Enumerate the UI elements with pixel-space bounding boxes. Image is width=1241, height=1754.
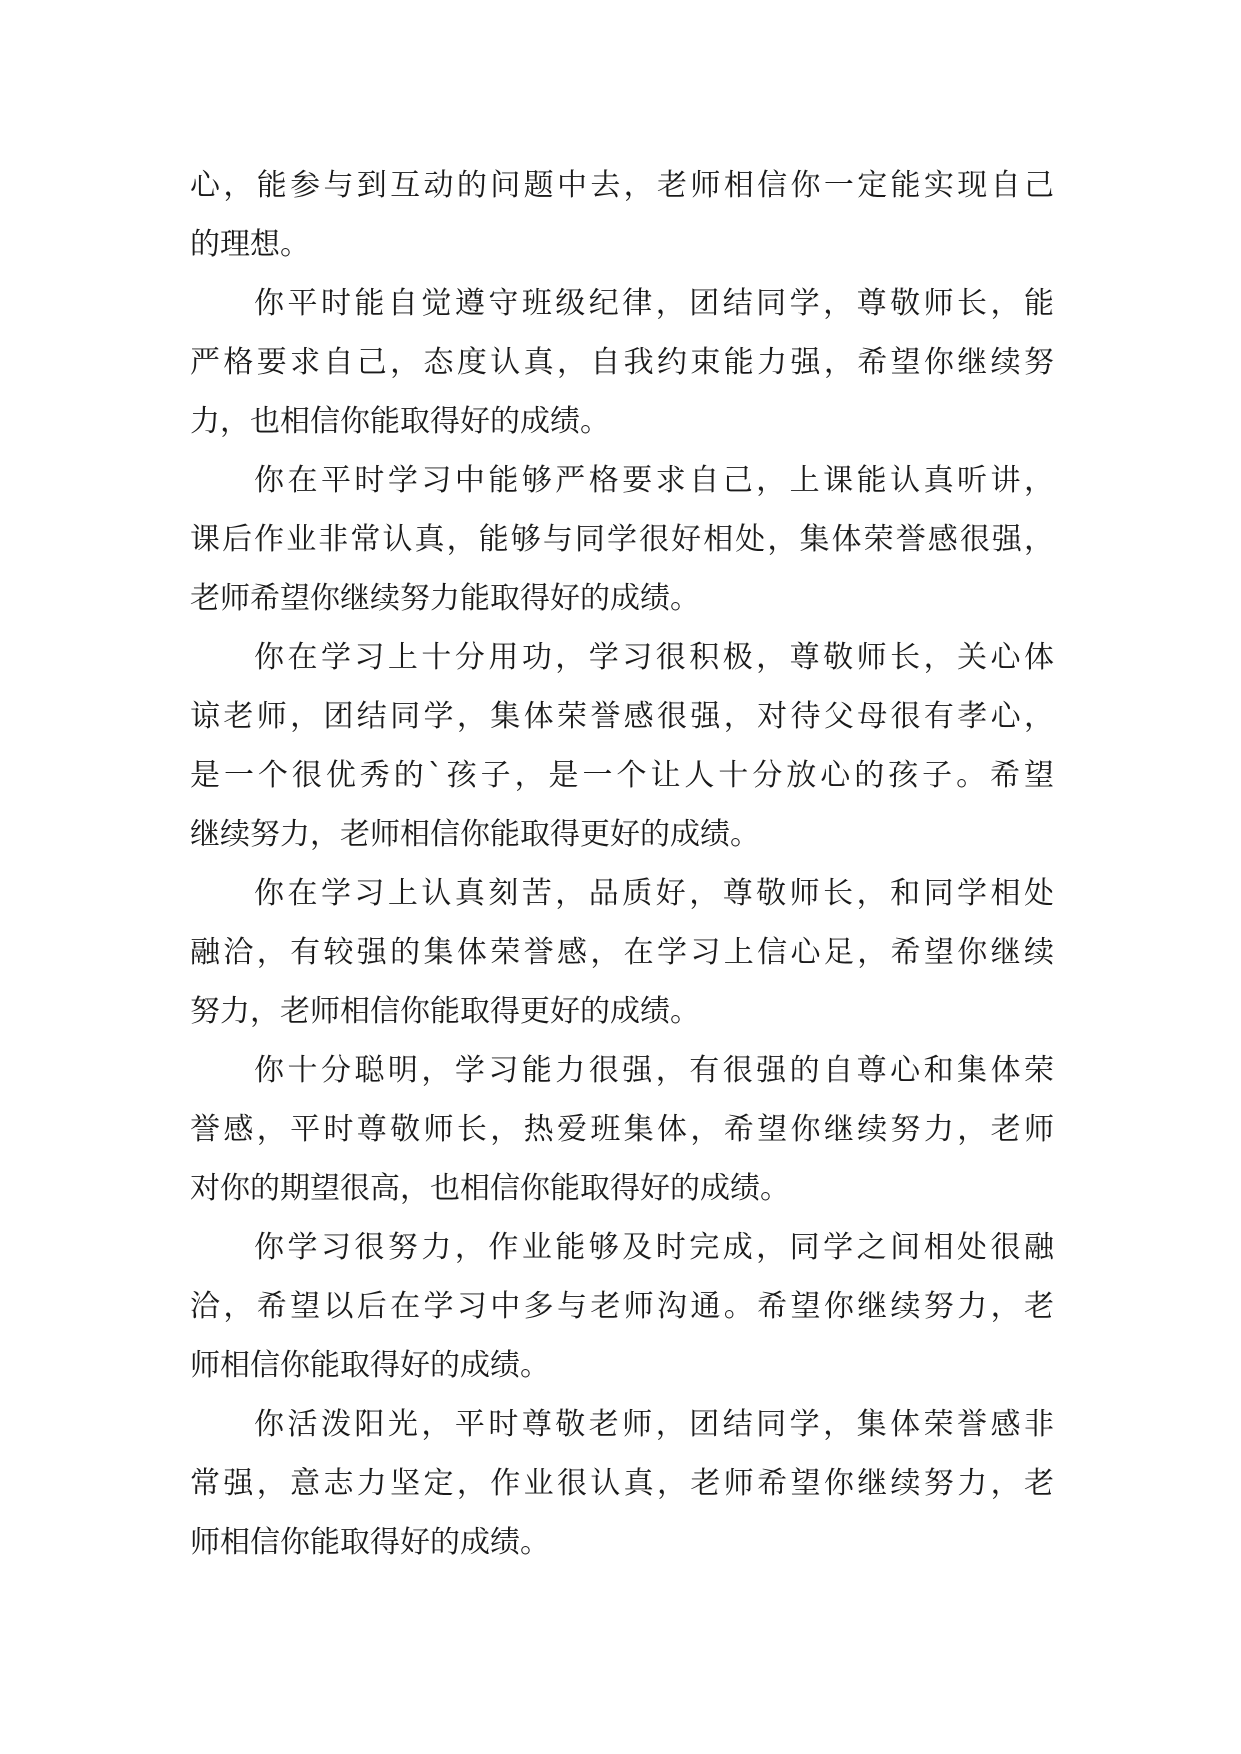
text-line: 是一个很优秀的`孩子，是一个让人十分放心的孩子。希望 <box>190 758 1054 793</box>
paragraph <box>190 628 1054 864</box>
paragraph <box>190 864 1054 1041</box>
text-line: 课后作业非常认真，能够与同学很好相处，集体荣誉感很强， <box>190 522 1054 557</box>
text-line: 师相信你能取得好的成绩。 <box>190 1525 550 1560</box>
paragraph <box>190 451 1054 628</box>
paragraph <box>190 1395 1054 1572</box>
text-line: 努力，老师相信你能取得更好的成绩。 <box>190 994 700 1029</box>
text-line: 你学习很努力，作业能够及时完成，同学之间相处很融 <box>254 1230 1054 1265</box>
text-line: 心，能参与到互动的问题中去，老师相信你一定能实现自己 <box>190 168 1054 203</box>
text-line: 洽，希望以后在学习中多与老师沟通。希望你继续努力，老 <box>190 1289 1054 1324</box>
text-line: 力，也相信你能取得好的成绩。 <box>190 404 610 439</box>
text-line: 严格要求自己，态度认真，自我约束能力强，希望你继续努 <box>190 345 1054 380</box>
text-line: 继续努力，老师相信你能取得更好的成绩。 <box>190 817 760 852</box>
text-line: 你平时能自觉遵守班级纪律，团结同学，尊敬师长，能 <box>254 286 1054 321</box>
text-line: 师相信你能取得好的成绩。 <box>190 1348 550 1383</box>
paragraph <box>190 274 1054 451</box>
text-line: 你在学习上认真刻苦，品质好，尊敬师长，和同学相处 <box>254 876 1054 911</box>
text-line: 的理想。 <box>190 227 310 262</box>
paragraph <box>190 156 1054 274</box>
text-line: 你在平时学习中能够严格要求自己，上课能认真听讲， <box>254 463 1054 498</box>
text-line: 谅老师，团结同学，集体荣誉感很强，对待父母很有孝心， <box>190 699 1054 734</box>
document-body <box>190 156 1054 1572</box>
paragraph <box>190 1041 1054 1218</box>
text-line: 融洽，有较强的集体荣誉感，在学习上信心足，希望你继续 <box>190 935 1054 970</box>
text-line: 对你的期望很高，也相信你能取得好的成绩。 <box>190 1171 790 1206</box>
text-line: 你活泼阳光，平时尊敬老师，团结同学，集体荣誉感非 <box>254 1407 1054 1442</box>
paragraph <box>190 1218 1054 1395</box>
text-line: 老师希望你继续努力能取得好的成绩。 <box>190 581 700 616</box>
text-line: 誉感，平时尊敬师长，热爱班集体，希望你继续努力，老师 <box>190 1112 1054 1147</box>
text-line: 你十分聪明，学习能力很强，有很强的自尊心和集体荣 <box>254 1053 1054 1088</box>
text-line: 你在学习上十分用功，学习很积极，尊敬师长，关心体 <box>254 640 1054 675</box>
text-line: 常强，意志力坚定，作业很认真，老师希望你继续努力，老 <box>190 1466 1054 1501</box>
